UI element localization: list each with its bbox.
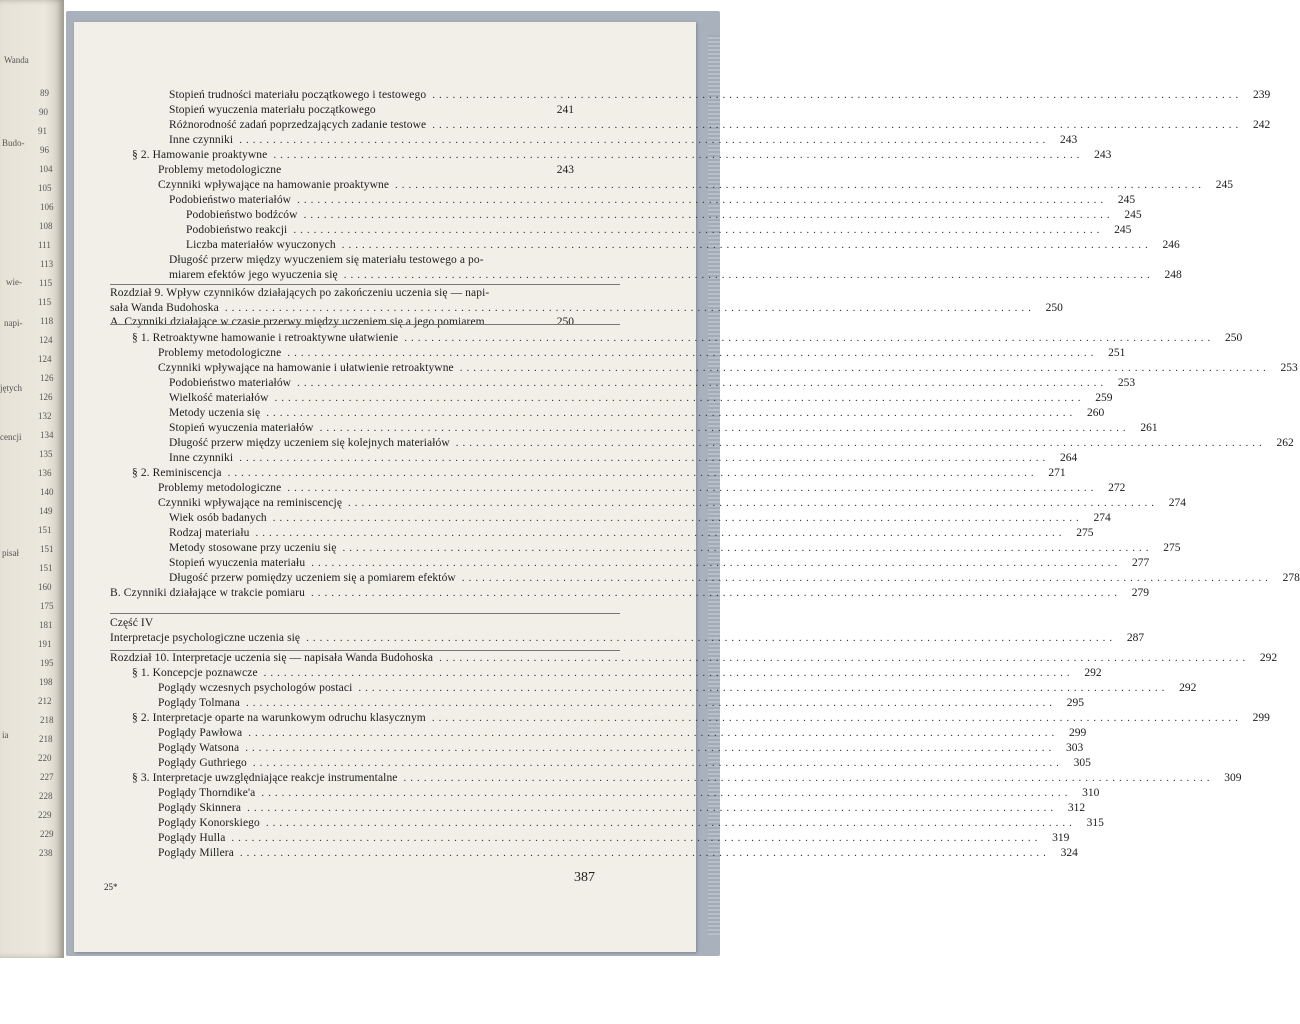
leader-dots: ........................................................................................................................ xyxy=(403,772,1214,784)
toc-entry-page: 274 xyxy=(1168,497,1187,509)
toc-entry-page: 250 xyxy=(1224,332,1243,344)
toc-entry-page: 312 xyxy=(1067,802,1086,814)
toc-entry xyxy=(169,134,1078,149)
toc-entry-title: Interpretacje psychologiczne uczenia się xyxy=(110,632,301,644)
toc-entry xyxy=(132,149,1112,164)
toc-entry-page: 243 xyxy=(1059,134,1078,146)
toc-entry xyxy=(158,497,1187,512)
toc-entry xyxy=(132,772,1242,787)
left-page-number: 181 xyxy=(39,620,53,630)
toc-entry-title: Stopień trudności materiału początkowego i testowego xyxy=(169,89,427,101)
toc-entry-page: 245 xyxy=(1215,179,1234,191)
leader-dots: ........................................................................................................................ xyxy=(261,787,1072,799)
toc-entry xyxy=(158,164,574,179)
toc-entry xyxy=(169,89,1271,104)
left-page-text: napi- xyxy=(4,318,23,328)
left-page-number: 228 xyxy=(39,791,53,801)
left-page-number: 151 xyxy=(40,544,54,554)
left-page-number: 106 xyxy=(40,202,54,212)
left-page-number: 91 xyxy=(38,126,47,136)
toc-entry-page: 278 xyxy=(1282,572,1300,584)
toc-entry xyxy=(169,407,1105,422)
left-page-text: ia xyxy=(2,730,9,740)
toc-entry-page: 253 xyxy=(1280,362,1298,374)
toc-entry-title: Podobieństwo materiałów xyxy=(169,377,292,389)
left-page-number: 115 xyxy=(39,278,53,288)
toc-entry-page: 241 xyxy=(556,104,574,116)
toc-entry-title: Długość przerw między uczeniem się kolejnych materiałów xyxy=(169,437,450,449)
left-page-number: 212 xyxy=(38,696,52,706)
leader-dots: ........................................................................................................................ xyxy=(395,179,1206,191)
toc-entry-page: 248 xyxy=(1164,269,1182,281)
toc-entry-title: Rozdział 10. Interpretacje uczenia się — napisała Wanda Budohoska xyxy=(110,652,434,664)
left-page-number: 229 xyxy=(38,810,52,820)
toc-entry-page: 292 xyxy=(1259,652,1278,664)
toc-entry-title: Stopień wyuczenia materiałów xyxy=(169,422,314,434)
left-page-number: 113 xyxy=(40,259,54,269)
leader-dots: ........................................................................................................................ xyxy=(263,667,1074,679)
left-page-number: 218 xyxy=(39,734,53,744)
toc-entry-title: Liczba materiałów wyuczonych xyxy=(186,239,336,251)
toc-entry-title: § 2. Interpretacje oparte na warunkowym odruchu klasycznym xyxy=(132,712,426,724)
toc-entry xyxy=(110,302,1063,317)
leader-dots: ........................................................................................................................ xyxy=(341,239,1152,251)
toc-entry xyxy=(186,209,1142,224)
toc-entry-page: 299 xyxy=(1068,727,1087,739)
leader-dots: ........................................................................................................................ xyxy=(227,467,1038,479)
left-page-number: 96 xyxy=(40,145,49,155)
toc-entry xyxy=(110,617,574,632)
leader-dots: ........................................................................................................................ xyxy=(247,802,1058,814)
toc-entry-title: Poglądy Konorskiego xyxy=(158,817,260,829)
toc-entry-title: Czynniki wpływające na hamowanie i ułatwienie retroaktywne xyxy=(158,362,454,374)
toc-entry xyxy=(158,832,1070,847)
toc-entry xyxy=(158,362,1298,377)
leader-dots: ........................................................................................................................ xyxy=(265,817,1076,829)
leader-dots: ........................................................................................................................ xyxy=(239,847,1050,859)
left-page-number: 111 xyxy=(38,240,51,250)
leader-dots: ........................................................................................................................ xyxy=(273,149,1084,161)
leader-dots: ........................................................................................................................ xyxy=(342,542,1153,554)
toc-entry xyxy=(169,572,1300,587)
toc-entry xyxy=(169,392,1113,407)
leader-dots: ........................................................................................................................ xyxy=(297,377,1108,389)
toc-entry-title: Różnorodność zadań poprzedzających zadanie testowe xyxy=(169,119,427,131)
toc-entry xyxy=(186,239,1180,254)
leader-dots: ........................................................................................................................ xyxy=(431,712,1242,724)
toc-entry-title: Wielkość materiałów xyxy=(169,392,269,404)
toc-entry-title: Stopień wyuczenia materiału xyxy=(169,557,306,569)
toc-entry-title: Podobieństwo bodźców xyxy=(186,209,298,221)
toc-entry-page: 239 xyxy=(1252,89,1271,101)
left-page-number: 195 xyxy=(40,658,54,668)
left-page-number: 132 xyxy=(38,411,52,421)
toc-entry-page: 264 xyxy=(1059,452,1078,464)
toc-entry-page: 272 xyxy=(1108,482,1126,494)
toc-entry xyxy=(169,542,1181,557)
toc-entry-page: 292 xyxy=(1179,682,1197,694)
toc-entry-title: Czynniki wpływające na hamowanie proaktywne xyxy=(158,179,390,191)
toc-entry-page: 287 xyxy=(1126,632,1145,644)
leader-dots: ........................................................................................................................ xyxy=(358,682,1169,694)
toc-entry-title: Poglądy Skinnera xyxy=(158,802,242,814)
toc-entry-page: 324 xyxy=(1060,847,1078,859)
toc-entry-page: 253 xyxy=(1117,377,1136,389)
toc-entry xyxy=(110,652,1278,667)
left-page-number: 220 xyxy=(38,753,52,763)
left-page-number: 124 xyxy=(38,354,52,364)
left-page-number: 108 xyxy=(39,221,53,231)
toc-entry xyxy=(158,482,1126,497)
toc-entry-title: Podobieństwo reakcji xyxy=(186,224,288,236)
toc-entry-page: 242 xyxy=(1253,119,1271,131)
toc-entry-title: Metody stosowane przy uczeniu się xyxy=(169,542,337,554)
toc-entry-title: Inne czynniki xyxy=(169,134,234,146)
toc-entry-title: Poglądy Millera xyxy=(158,847,234,859)
toc-entry xyxy=(132,332,1243,347)
toc-entry xyxy=(169,527,1094,542)
leader-dots: ........................................................................................................................ xyxy=(245,697,1056,709)
left-page-number: 227 xyxy=(40,772,54,782)
toc-entry-page: 260 xyxy=(1086,407,1105,419)
toc-entry xyxy=(169,254,574,269)
leader-dots: ........................................................................................................................ xyxy=(303,209,1114,221)
left-page-number: 191 xyxy=(38,639,52,649)
book-page xyxy=(74,22,1300,952)
leader-dots: ........................................................................................................................ xyxy=(239,452,1050,464)
toc-entry xyxy=(169,452,1078,467)
left-page-number: 105 xyxy=(38,183,52,193)
left-page-number: 140 xyxy=(40,487,54,497)
leader-dots: ........................................................................................................................ xyxy=(459,362,1270,374)
left-page-number: 126 xyxy=(40,373,54,383)
toc-entry xyxy=(158,697,1084,712)
toc-entry-title: Metody uczenia się xyxy=(169,407,261,419)
toc-entry-title: Stopień wyuczenia materiału początkowego xyxy=(169,104,376,116)
left-page-number: 126 xyxy=(39,392,53,402)
left-page-number: 149 xyxy=(39,506,53,516)
leader-dots: ........................................................................................................................ xyxy=(274,392,1085,404)
page-number: 387 xyxy=(574,870,595,885)
toc-entry-title: Poglądy Watsona xyxy=(158,742,240,754)
toc-entry xyxy=(169,512,1111,527)
leader-dots: ........................................................................................................................ xyxy=(255,527,1066,539)
toc-entry-title: Poglądy Thorndike'a xyxy=(158,787,256,799)
toc-entry-title: Długość przerw między wyuczeniem się materiału testowego a po- xyxy=(169,254,484,266)
toc-entry xyxy=(110,587,1149,602)
toc-entry-title: § 3. Interpretacje uwzględniające reakcje instrumentalne xyxy=(132,772,398,784)
toc-entry-page: 277 xyxy=(1131,557,1150,569)
leader-dots: ........................................................................................................................ xyxy=(455,437,1266,449)
leader-dots: ........................................................................................................................ xyxy=(439,652,1250,664)
toc-entry-title: miarem efektów jego wyuczenia się xyxy=(169,269,338,281)
leader-dots: ........................................................................................................................ xyxy=(348,497,1159,509)
left-page-number: 151 xyxy=(38,525,52,535)
toc-entry-title: Rodzaj materiału xyxy=(169,527,250,539)
toc-entry-title: Problemy metodologiczne xyxy=(158,164,282,176)
left-page-text: cencji xyxy=(0,432,22,442)
left-page-number: 118 xyxy=(40,316,54,326)
toc-entry-title: Poglądy wczesnych psychologów postaci xyxy=(158,682,353,694)
toc-entry xyxy=(158,347,1126,362)
toc-entry-page: 274 xyxy=(1093,512,1111,524)
divider xyxy=(110,613,620,614)
toc-entry xyxy=(169,437,1294,452)
toc-entry-title: § 1. Retroaktywne hamowanie i retroaktywne ułatwienie xyxy=(132,332,399,344)
toc-entry-title: B. Czynniki działające w trakcie pomiaru xyxy=(110,587,305,599)
toc-entry xyxy=(132,467,1066,482)
leader-dots: ........................................................................................................................ xyxy=(239,134,1050,146)
toc-entry-page: 243 xyxy=(556,164,574,176)
left-page-number: 198 xyxy=(39,677,53,687)
leader-dots: ........................................................................................................................ xyxy=(287,482,1098,494)
toc-entry-page: 275 xyxy=(1163,542,1181,554)
leader-dots: ........................................................................................................................ xyxy=(266,407,1077,419)
toc-entry xyxy=(169,557,1150,572)
toc-entry xyxy=(169,194,1136,209)
toc-entry-title: Poglądy Hulla xyxy=(158,832,226,844)
left-page-number: 115 xyxy=(38,297,52,307)
left-page-text: wie- xyxy=(6,277,22,287)
left-page-number: 151 xyxy=(39,563,53,573)
leader-dots: ........................................................................................................................ xyxy=(310,587,1121,599)
leader-dots: ........................................................................................................................ xyxy=(287,347,1098,359)
toc-entry-title: Część IV xyxy=(110,617,154,629)
toc-entry-page: 315 xyxy=(1086,817,1104,829)
toc-entry-page: 261 xyxy=(1140,422,1158,434)
left-page-text: Budo- xyxy=(2,138,25,148)
left-page-text: jętych xyxy=(0,383,22,393)
left-page-number: 89 xyxy=(40,88,49,98)
toc-entry xyxy=(169,422,1158,437)
toc-entry-page: 250 xyxy=(1045,302,1063,314)
toc-entry xyxy=(132,712,1270,727)
toc-entry-page: 299 xyxy=(1252,712,1270,724)
toc-entry-page: 310 xyxy=(1082,787,1100,799)
leader-dots: ........................................................................................................................ xyxy=(311,557,1122,569)
left-page-number: 134 xyxy=(40,430,54,440)
toc-entry xyxy=(158,682,1197,697)
toc-entry-page: 259 xyxy=(1095,392,1113,404)
leader-dots: ........................................................................................................................ xyxy=(252,757,1063,769)
left-page-number: 135 xyxy=(39,449,53,459)
toc-entry-title: Długość przerw pomiędzy uczeniem się a pomiarem efektów xyxy=(169,572,456,584)
leader-dots: ........................................................................................................................ xyxy=(461,572,1272,584)
toc-entry xyxy=(169,377,1136,392)
left-page-edge xyxy=(0,0,64,958)
toc-entry-title: Poglądy Tolmana xyxy=(158,697,240,709)
leader-dots: ........................................................................................................................ xyxy=(245,742,1056,754)
toc-entry-page: 271 xyxy=(1048,467,1066,479)
left-page-number: 175 xyxy=(40,601,54,611)
toc-entry xyxy=(158,179,1234,194)
toc-entry-title: Problemy metodologiczne xyxy=(158,347,282,359)
left-page-number: 104 xyxy=(39,164,53,174)
toc-entry-title: Rozdział 9. Wpływ czynników działających po zakończeniu uczenia się — napi- xyxy=(110,287,490,299)
toc-entry-title: Problemy metodologiczne xyxy=(158,482,282,494)
divider xyxy=(110,650,620,651)
leader-dots: ........................................................................................................................ xyxy=(248,727,1059,739)
toc-entry-title: sała Wanda Budohoska xyxy=(110,302,219,314)
toc-entry-page: 262 xyxy=(1276,437,1294,449)
toc-entry-page: 246 xyxy=(1162,239,1180,251)
left-page-number: 124 xyxy=(39,335,53,345)
leader-dots: ........................................................................................................................ xyxy=(432,89,1243,101)
toc-entry-title: § 1. Koncepcje poznawcze xyxy=(132,667,258,679)
leader-dots: ........................................................................................................................ xyxy=(432,119,1243,131)
leader-dots: ........................................................................................................................ xyxy=(306,632,1117,644)
toc-entry-title: Podobieństwo materiałów xyxy=(169,194,292,206)
toc-entry xyxy=(169,269,1182,284)
toc-entry-title: Czynniki wpływające na reminiscencję xyxy=(158,497,343,509)
toc-entry-title: Poglądy Pawłowa xyxy=(158,727,243,739)
toc-entry-title: § 2. Reminiscencja xyxy=(132,467,222,479)
toc-entry xyxy=(110,632,1145,647)
toc-entry xyxy=(169,104,574,119)
left-page-number: 229 xyxy=(40,829,54,839)
toc-entry-page: 309 xyxy=(1224,772,1242,784)
leader-dots: ........................................................................................................................ xyxy=(231,832,1042,844)
toc-entry-title: § 2. Hamowanie proaktywne xyxy=(132,149,268,161)
left-page-text: pisał xyxy=(2,548,19,558)
left-page-text: Wanda xyxy=(4,55,29,65)
toc-entry-page: 250 xyxy=(556,316,574,328)
toc-entry-page: 245 xyxy=(1114,224,1132,236)
toc-entry-page: 275 xyxy=(1076,527,1094,539)
toc-entry xyxy=(158,802,1086,817)
toc-entry-page: 245 xyxy=(1124,209,1142,221)
toc-entry xyxy=(169,119,1271,134)
leader-dots: ........................................................................................................................ xyxy=(343,269,1154,281)
toc-entry xyxy=(158,742,1084,757)
printer-signature: 25* xyxy=(104,882,118,892)
toc-entry xyxy=(186,224,1132,239)
toc-entry xyxy=(158,817,1104,832)
toc-entry-page: 303 xyxy=(1065,742,1084,754)
toc-entry-page: 292 xyxy=(1084,667,1102,679)
toc-entry-page: 243 xyxy=(1094,149,1112,161)
toc-entry-page: 305 xyxy=(1073,757,1091,769)
toc-entry-page: 279 xyxy=(1131,587,1149,599)
toc-entry xyxy=(158,757,1091,772)
leader-dots: ........................................................................................................................ xyxy=(404,332,1215,344)
left-page-number: 238 xyxy=(39,848,53,858)
toc-entry xyxy=(158,727,1087,742)
toc-entry-page: 319 xyxy=(1052,832,1070,844)
leader-dots: ........................................................................................................................ xyxy=(319,422,1130,434)
toc-entry-title: Inne czynniki xyxy=(169,452,234,464)
left-page-number: 160 xyxy=(38,582,52,592)
toc-entry-title: A. Czynniki działające w czasie przerwy między uczeniem się a jego pomiarem xyxy=(110,316,485,328)
toc-entry-page: 295 xyxy=(1066,697,1084,709)
toc-entry-title: Poglądy Guthriego xyxy=(158,757,247,769)
left-page-number: 136 xyxy=(38,468,52,478)
toc-entry xyxy=(132,667,1102,682)
left-page-number: 90 xyxy=(39,107,48,117)
toc-entry xyxy=(158,787,1100,802)
toc-entry xyxy=(158,847,1078,862)
leader-dots: ........................................................................................................................ xyxy=(297,194,1108,206)
toc-entry xyxy=(110,287,574,302)
leader-dots: ........................................................................................................................ xyxy=(224,302,1035,314)
toc-entry-title: Wiek osób badanych xyxy=(169,512,267,524)
toc-entry-page: 251 xyxy=(1108,347,1126,359)
left-page-number: 218 xyxy=(40,715,54,725)
leader-dots: ........................................................................................................................ xyxy=(293,224,1104,236)
divider xyxy=(110,324,620,325)
leader-dots: ........................................................................................................................ xyxy=(272,512,1083,524)
toc-entry-page: 245 xyxy=(1117,194,1136,206)
divider xyxy=(110,284,620,285)
